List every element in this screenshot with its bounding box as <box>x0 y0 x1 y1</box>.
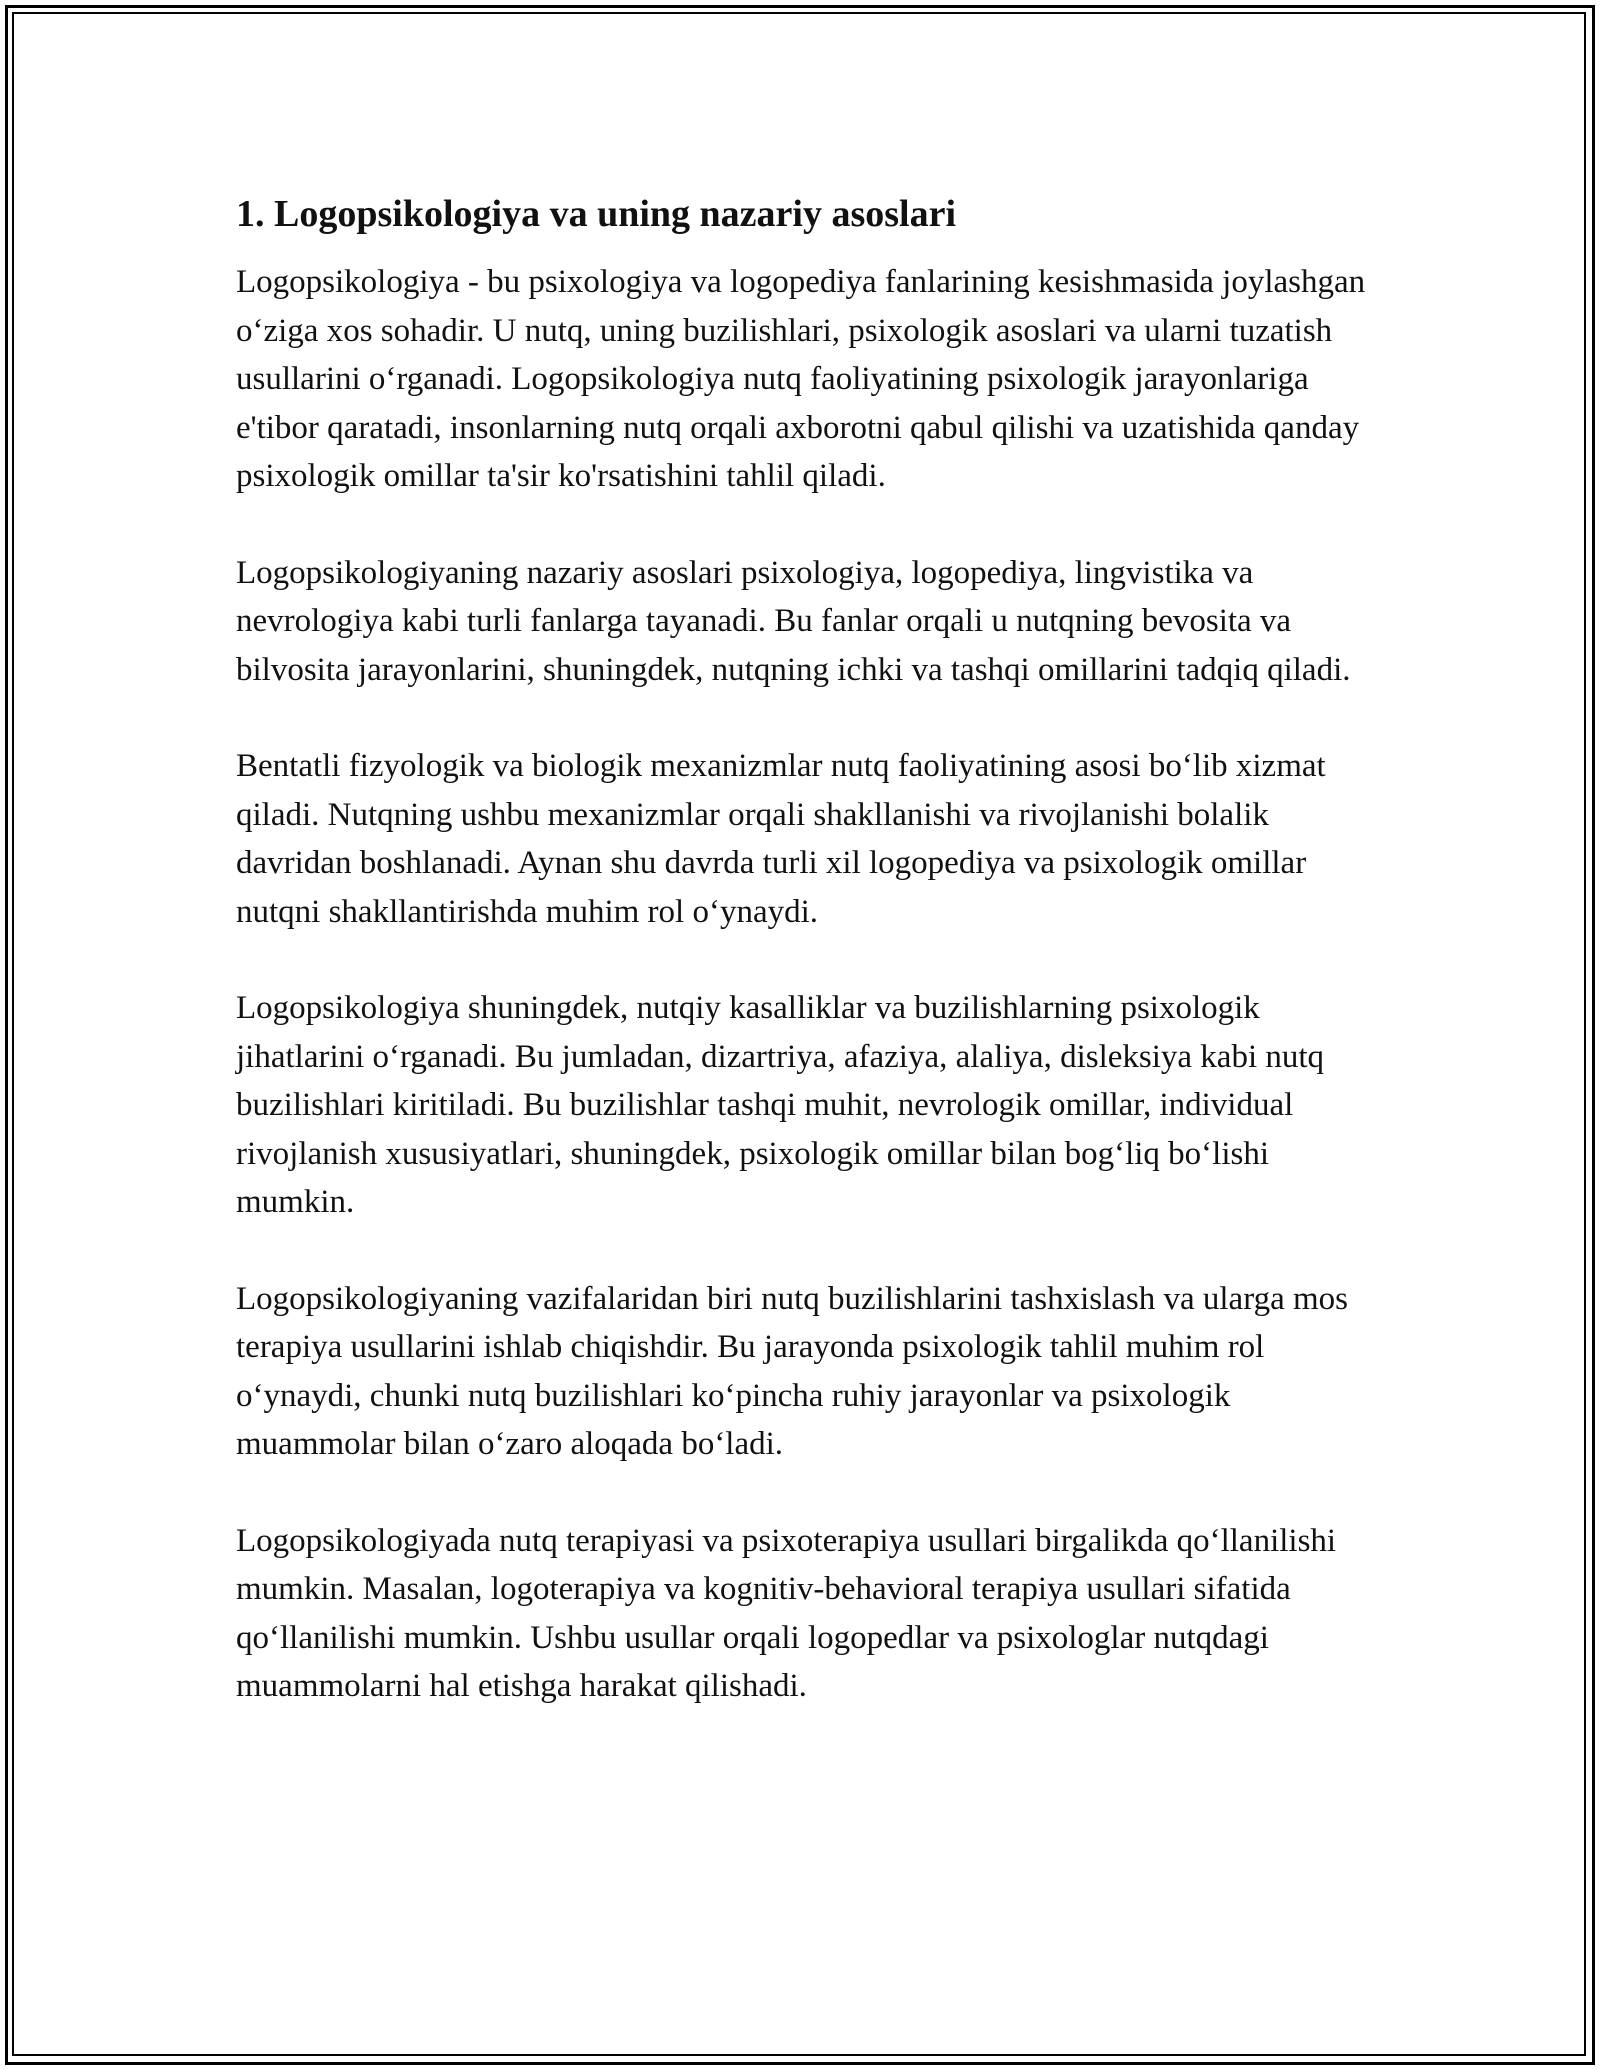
paragraph-5: Logopsikologiyaning vazifalaridan biri nutq buzilishlarini tashxislash va ularga mos terapiya usullarini ishlab chiqishdir. Bu jarayonda psixologik tahlil muhim rol o‘ynaydi, chunki nutq buzilishlari ko‘pincha ruhiy jarayonlar va psixologik muammolar bilan o‘zaro aloqada bo‘ladi. <box>236 1280 1349 1462</box>
paragraph-4: Logopsikologiya shuningdek, nutqiy kasalliklar va buzilishlarning psixologik jihatlarini o‘rganadi. Bu jumladan, dizartriya, afaziya, alaliya, disleksiya kabi nutq buzilishlari kiritiladi. Bu buzilishlar tashqi muhit, nevrologik omillar, individual rivojlanish xususiyatlari, shuningdek, psixologik omillar bilan bog‘liq bo‘lishi mumkin. <box>236 990 1325 1220</box>
document-body <box>236 186 1386 1759</box>
paragraph-2: Logopsikologiyaning nazariy asoslari psixologiya, logopediya, lingvistika va nevrologiya kabi turli fanlarga tayanadi. Bu fanlar orqali u nutqning bevosita va bilvosita jarayonlarini, shuningdek, nutqning ichki va tashqi omillarini tadqiq qiladi. <box>236 554 1351 688</box>
paragraph-3: Bentatli fizyologik va biologik mexanizmlar nutq faoliyatining asosi bo‘lib xizmat qiladi. Nutqning ushbu mexanizmlar orqali shakllanishi va rivojlanishi bolalik davridan boshlanadi. Aynan shu davrda turli xil logopediya va psixologik omillar nutqni shakllantirishda muhim rol o‘ynaydi. <box>236 748 1326 930</box>
section-heading: 1. Logopsikologiya va uning nazariy asoslari <box>236 193 957 235</box>
paragraph-6: Logopsikologiyada nutq terapiyasi va psixoterapiya usullari birgalikda qo‘llanilishi mumkin. Masalan, logoterapiya va kognitiv-behavioral terapiya usullari sifatida qo‘llanilishi mumkin. Ushbu usullar orqali logopedlar va psixologlar nutqdagi muammolarni hal etishga harakat qilishadi. <box>236 1522 1337 1704</box>
paragraph-1: Logopsikologiya - bu psixologiya va logopediya fanlarining kesishmasida joylashgan o‘ziga xos sohadir. U nutq, uning buzilishlari, psixologik asoslari va ularni tuzatish usullarini o‘rganadi. Logopsikologiya nutq faoliyatining psixologik jarayonlariga e'tibor qaratadi, insonlarning nutq orqali axborotni qabul qilishi va uzatishida qanday psixologik omillar ta'sir ko'rsatishini tahlil qiladi. <box>236 264 1366 494</box>
